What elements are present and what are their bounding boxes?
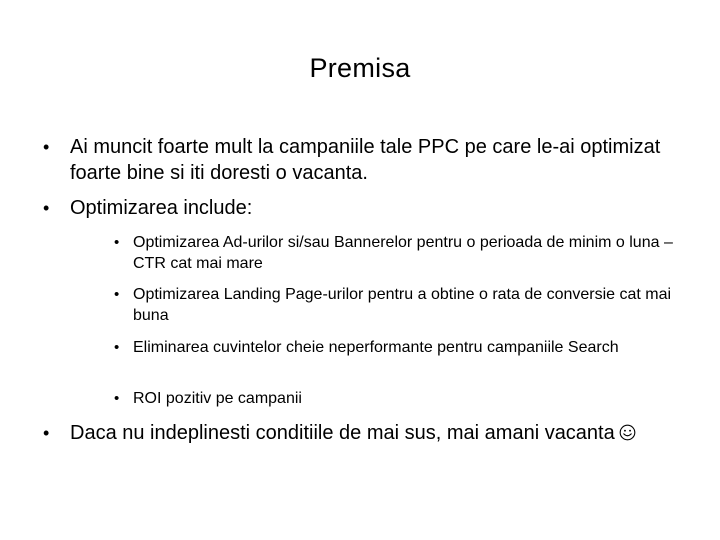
sub-bullet-marker: • <box>114 390 120 407</box>
bullet-item <box>43 195 690 221</box>
sub-bullet-item <box>114 284 683 326</box>
sub-bullet-text: Optimizarea Landing Page-urilor pentru a obtine o rata de conversie cat mai buna <box>133 286 672 324</box>
sub-bullet-marker: • <box>114 339 120 356</box>
bullet-marker: • <box>43 137 50 157</box>
bullet-marker: • <box>43 423 50 443</box>
bullet-text <box>70 420 670 446</box>
smiley-face-icon <box>619 424 636 441</box>
sub-bullet-marker: • <box>114 286 120 303</box>
bullet-item <box>43 420 670 446</box>
bullet-text: Optimizarea include: <box>70 197 253 219</box>
sub-bullet-marker: • <box>114 234 120 251</box>
bullet-item <box>43 134 690 186</box>
bullet-marker: • <box>43 198 50 218</box>
sub-bullet-text: Eliminarea cuvintelor cheie neperformante pentru campaniile Search <box>133 339 619 356</box>
slide-title: Premisa <box>309 53 411 83</box>
bullet-text: Ai muncit foarte mult la campaniile tale PPC pe care le-ai optimizat foarte bine si iti doresti o vacanta. <box>70 136 661 184</box>
bullet-text-content: Daca nu indeplinesti conditiile de mai sus, mai amani vacanta <box>70 422 615 444</box>
sub-bullet-text: Optimizarea Ad-urilor si/sau Bannerelor pentru o perioada de minim o luna – CTR cat mai mare <box>133 234 673 272</box>
sub-bullet-text: ROI pozitiv pe campanii <box>133 390 302 407</box>
sub-bullet-item <box>114 232 683 274</box>
sub-bullet-item <box>114 337 683 358</box>
sub-bullet-item <box>114 388 683 409</box>
